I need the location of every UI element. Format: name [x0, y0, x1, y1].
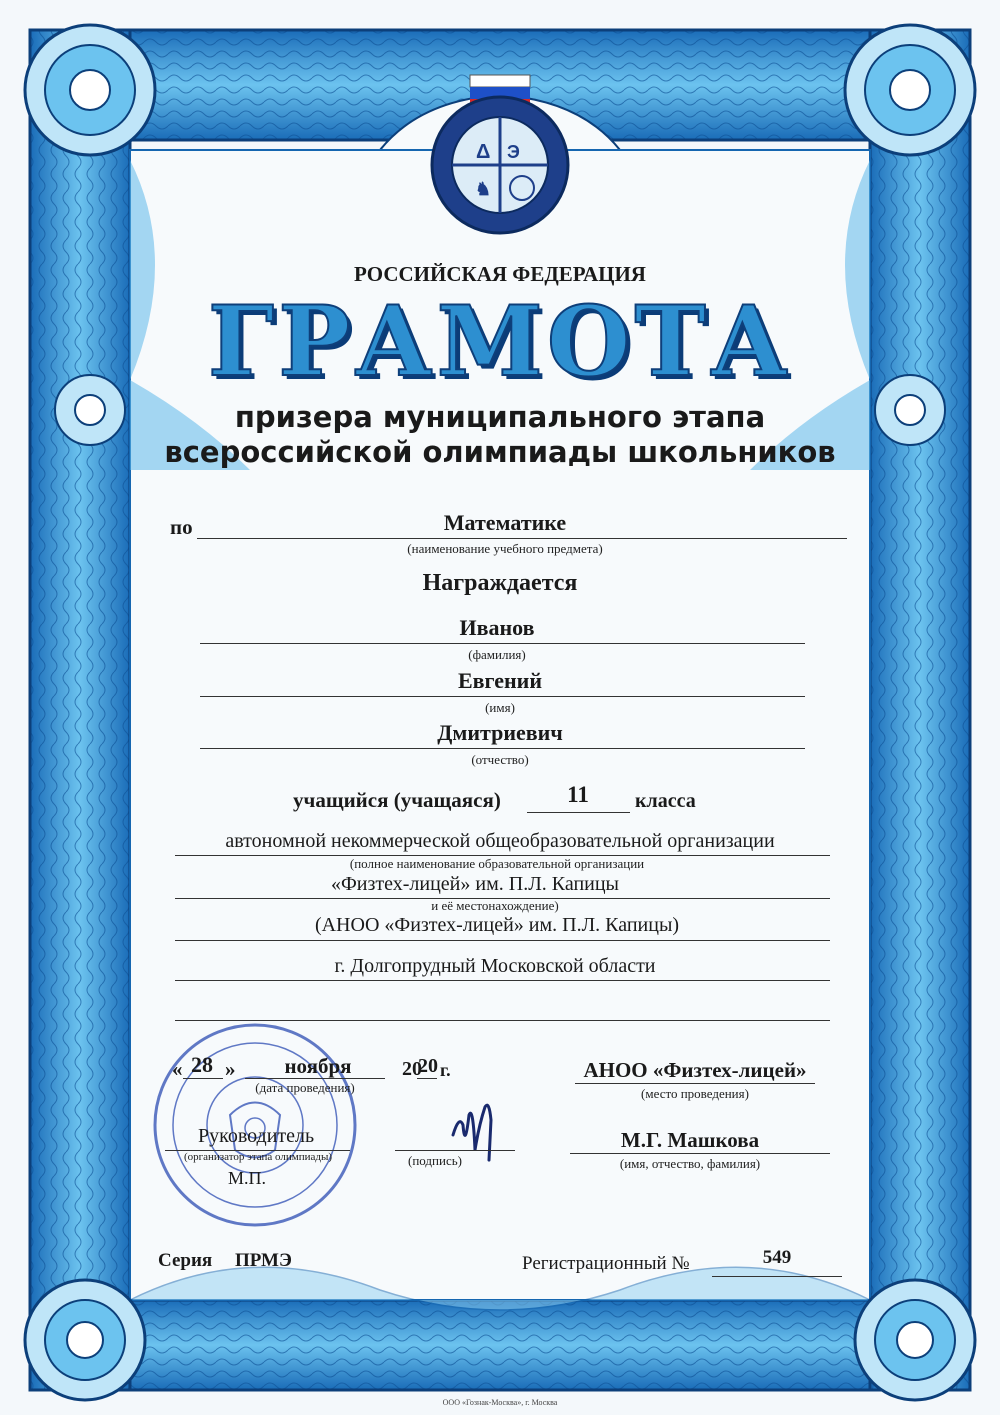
org-underline-3 [175, 940, 830, 941]
org-underline-4 [175, 980, 830, 981]
subtitle-line-1: призера муниципального этапа [234, 400, 766, 434]
patronymic-value: Дмитриевич [437, 720, 563, 745]
date-hint: (дата проведения) [255, 1080, 355, 1095]
grade-value: 11 [567, 782, 589, 807]
signer-name: М.Г. Машкова [620, 1128, 760, 1152]
date-month: ноября [284, 1054, 352, 1078]
svg-text:Δ: Δ [476, 141, 491, 163]
svg-text:♞: ♞ [475, 179, 492, 199]
patronymic-hint: (отчество) [471, 752, 529, 767]
series-label: Серия [158, 1250, 213, 1271]
name-hint: (имя) [485, 700, 515, 715]
org-line-1: автономной некоммерческой общеобразовательной организации [225, 830, 775, 852]
reg-label: Регистрационный № [522, 1253, 690, 1274]
subject-line [197, 538, 847, 539]
grade-line [527, 812, 630, 813]
corner-rosette-tr [845, 25, 975, 155]
grade-suffix: класса [635, 790, 696, 812]
signer-line [570, 1153, 830, 1154]
corner-rosette-tl [25, 25, 155, 155]
org-line-2: «Физтех-лицей» им. П.Л. Капицы [331, 873, 619, 895]
reg-line [712, 1276, 842, 1277]
signatory-role: Руководитель [198, 1125, 315, 1147]
subject-prefix: по [170, 515, 193, 539]
org-line-4: г. Долгопрудный Московской области [334, 955, 656, 977]
org-hint-2: и её местонахождение) [431, 898, 559, 913]
patronymic-line [200, 748, 805, 749]
date-year-suffix: 20 [418, 1055, 438, 1077]
series-value: ПРМЭ [235, 1250, 292, 1271]
date-close-quote: » [225, 1057, 236, 1081]
month-line [245, 1078, 385, 1079]
subtitle-line-2: всероссийской олимпиады школьников [164, 435, 836, 469]
grade-prefix: учащийся (учащаяся) [293, 788, 501, 812]
signer-hint: (имя, отчество, фамилия) [619, 1156, 761, 1171]
printer-imprint: ООО «Гознак-Москва», г. Москва [442, 1398, 558, 1407]
venue-line [575, 1083, 815, 1084]
signature-line [395, 1150, 515, 1151]
date-year-mark: г. [440, 1060, 451, 1080]
subject-value: Математике [443, 510, 567, 535]
surname-hint: (фамилия) [468, 647, 526, 662]
country-heading: РОССИЙСКАЯ ФЕДЕРАЦИЯ [354, 262, 646, 286]
certificate-title: ГРАМОТА [207, 285, 793, 398]
awarded-label: Награждается [422, 570, 578, 596]
stamp-mark: М.П. [228, 1168, 267, 1188]
reg-value: 549 [762, 1247, 792, 1268]
org-line-3: (АНОО «Физтех-лицей» им. П.Л. Капицы) [314, 914, 680, 936]
venue-hint: (место проведения) [641, 1086, 749, 1101]
day-line [183, 1078, 223, 1079]
venue-value: АНОО «Физтех-лицей» [583, 1058, 807, 1082]
corner-rosette-bl [25, 1280, 145, 1400]
name-line [200, 696, 805, 697]
date-year-prefix: 20 [402, 1058, 422, 1080]
surname-line [200, 643, 805, 644]
year-line [417, 1078, 437, 1079]
org-hint-1: (полное наименование образовательной организации [349, 856, 645, 871]
signature-hint: (подпись) [408, 1153, 462, 1168]
subject-hint: (наименование учебного предмета) [407, 541, 603, 556]
corner-rosette-br [855, 1280, 975, 1400]
date-open-quote: « [172, 1057, 183, 1081]
date-day: 28 [191, 1052, 213, 1077]
role-hint: (организатор этапа олимпиады) [183, 1151, 333, 1163]
name-value: Евгений [457, 668, 543, 693]
svg-text:Э: Э [507, 142, 520, 162]
olympiad-logo [425, 70, 575, 240]
surname-value: Иванов [459, 615, 535, 640]
